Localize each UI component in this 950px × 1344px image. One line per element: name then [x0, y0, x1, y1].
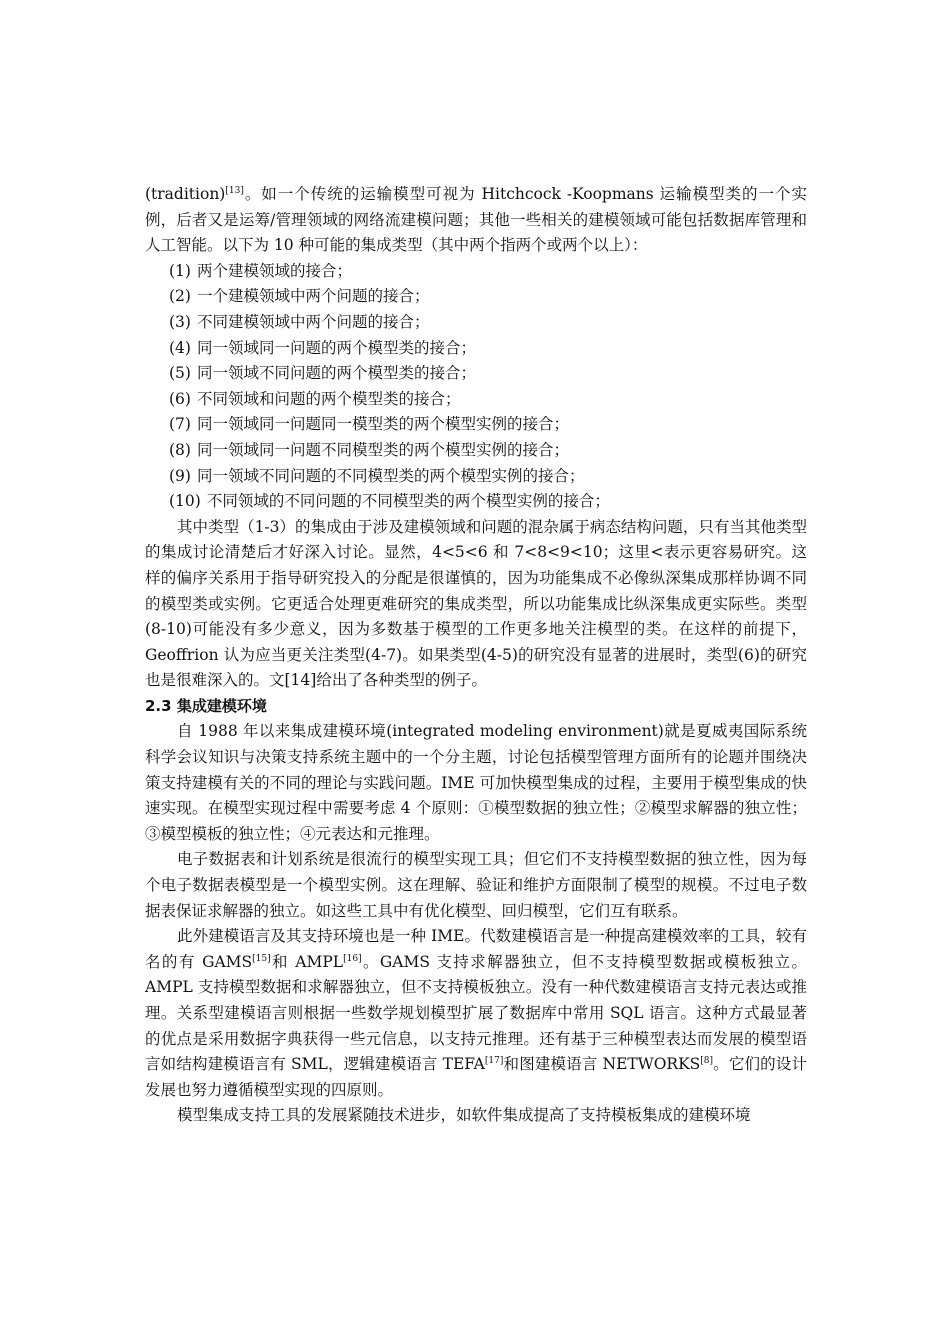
list-item [169, 489, 807, 515]
list-item-number: (10) [169, 492, 201, 511]
document-body [145, 182, 807, 1129]
list-item-number: (2) [169, 287, 191, 306]
list-item-text: 同一领域同一问题不同模型类的两个模型实例的接合； [196, 440, 569, 459]
list-item-text: 不同建模领域中两个问题的接合； [196, 312, 430, 331]
list-item-text: 不同领域的不同问题的不同模型类的两个模型实例的接合； [206, 492, 610, 511]
paragraph-text: 。它们的设计发展也努力遵循模型实现的四原则。 [145, 1055, 807, 1099]
paragraph-tradition [145, 182, 807, 259]
list-item-text: 不同领域和问题的两个模型类的接合； [196, 389, 461, 408]
list-item [169, 336, 807, 362]
list-item [169, 259, 807, 285]
list-item-text: 同一领域不同问题的不同模型类的两个模型实例的接合； [196, 466, 585, 485]
list-item [169, 284, 807, 310]
citation-ref: [16] [343, 953, 362, 964]
section-heading [145, 694, 807, 720]
citation-ref: [13] [225, 185, 244, 196]
list-item-number: (5) [169, 364, 191, 383]
paragraph-text: 。GAMS 支持求解器独立，但不支持模型数据或模板独立。AMPL 支持模型数据和求解器独立，但不支持模板独立。没有一种代数建模语言支持元表达或推理。关系型建模语言则根据一些数学规划模型扩展了数据库中常用 SQL 语言。这种方式最显著的优点是采用数据字典获得一些元信息，以支持元推理。还有基于三种模型表达而发展的模型语言如结构建模语言有 SML，逻辑建模语言 TEFA [145, 952, 808, 1074]
list-item [169, 412, 807, 438]
section-title: 集成建模环境 [176, 696, 267, 715]
list-item-number: (1) [169, 261, 191, 280]
paragraph-modeling-languages [145, 924, 807, 1103]
list-item-number: (6) [169, 389, 191, 408]
paragraph-type-ordering: 其中类型（1-3）的集成由于涉及建模领域和问题的混杂属于病态结构问题，只有当其他类型的集成讨论清楚后才好深入讨论。显然，4<5<6 和 7<8<9<10；这里<表示更容易研究。这样的偏序关系用于指导研究投入的分配是很谨慎的，因为功能集成不必像纵深集成那样协调不同的模型类或实例。它更适合处理更难研究的集成类型，所以功能集成比纵深集成更实际些。类型(8-10)可能没有多少意义，因为多数基于模型的工作更多地关注模型的类。在这样的前提下，Geoffrion 认为应当更关注类型(4-7)。如果类型(4-5)的研究没有显著的进展时，类型(6)的研究也是很难深入的。文[14]给出了各种类型的例子。 [145, 517, 807, 690]
list-item-text: 同一领域不同问题的两个模型类的接合； [196, 364, 476, 383]
paragraph-spreadsheet: 电子数据表和计划系统是很流行的模型实现工具；但它们不支持模型数据的独立性，因为每个电子数据表模型是一个模型实例。这在理解、验证和维护方面限制了模型的规模。不过电子数据表保证求解器的独立。如这些工具中有优化模型、回归模型，它们互有联系。 [145, 850, 807, 920]
paragraph-ime-intro: 自 1988 年以来集成建模环境(integrated modeling environment)就是夏威夷国际系统科学会议知识与决策支持系统主题中的一个分主题，讨论包括模型管理方面所有的论题并围绕决策支持建模有关的不同的理论与实践问题。IME 可加快模型集成的过程，主要用于模型集成的快速实现。在模型实现过程中需要考虑 4 个原则：①模型数据的独立性；②模型求解器的独立性；③模型模板的独立性；④元表达和元推理。 [145, 722, 807, 843]
paragraph-text: 和图建模语言 NETWORKS [503, 1055, 701, 1074]
paragraph-support-tools: 模型集成支持工具的发展紧随技术进步，如软件集成提高了支持模板集成的建模环境 [177, 1106, 751, 1125]
list-item-number: (9) [169, 466, 191, 485]
list-item-number: (3) [169, 312, 191, 331]
list-item [169, 387, 807, 413]
list-item [169, 310, 807, 336]
section-number: 2.3 [145, 696, 172, 715]
list-item [169, 438, 807, 464]
citation-ref: [17] [484, 1056, 504, 1067]
list-item-text: 同一领域同一问题同一模型类的两个模型实例的接合； [196, 415, 569, 434]
integration-types-list [145, 259, 807, 515]
list-item [169, 361, 807, 387]
list-item-number: (4) [169, 338, 191, 357]
list-item [169, 464, 807, 490]
citation-ref: [8] [700, 1056, 714, 1067]
paragraph-text: 和 AMPL [270, 952, 344, 971]
citation-ref: [15] [252, 953, 271, 964]
paragraph-text: 此外建模语言及其支持环境也是一种 IME。代数建模语言是一种提高建模效率的工具，较有名的有 GAMS [145, 927, 807, 971]
list-item-number: (8) [169, 440, 191, 459]
paragraph-text: 。如一个传统的运输模型可视为 Hitchcock -Koopmans 运输模型类的一个实例，后者又是运筹/管理领域的网络流建模问题；其他一些相关的建模领域可能包括数据库管理和人工智能。以下为 10 种可能的集成类型（其中两个指两个或两个以上）： [145, 185, 807, 255]
list-item-number: (7) [169, 415, 191, 434]
list-item-text: 一个建模领域中两个问题的接合； [196, 287, 430, 306]
list-item-text: 同一领域同一问题的两个模型类的接合； [196, 338, 476, 357]
list-item-text: 两个建模领域的接合； [196, 261, 352, 280]
paragraph-text: (tradition) [145, 185, 226, 203]
